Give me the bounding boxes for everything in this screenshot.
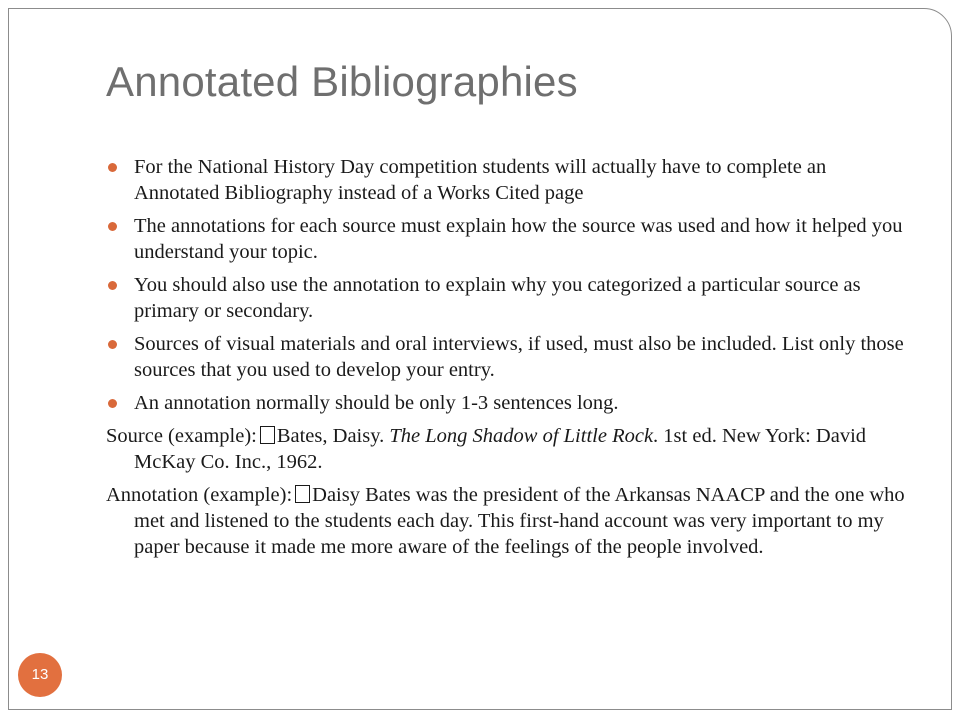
annotation-example-text: Daisy Bates was the president of the Arkansas NAACP and the one who met and listened to the students each day. This first-hand account was very important to my paper because it made me more aware of the feelings of the people involved.: [134, 484, 905, 558]
bullet-item: [106, 390, 906, 416]
bullet-item: [106, 213, 906, 265]
bullet-dot-icon: [108, 222, 117, 231]
bullet-text: The annotations for each source must explain how the source was used and how it helped you understand your topic.: [134, 215, 903, 263]
bullet-dot-icon: [108, 399, 117, 408]
bullet-item: [106, 272, 906, 324]
source-citation-author: Bates, Daisy.: [276, 425, 390, 447]
bullet-dot-icon: [108, 281, 117, 290]
missing-glyph-box-icon: [260, 426, 275, 444]
bullet-dot-icon: [108, 340, 117, 349]
missing-glyph-box-icon: [295, 485, 310, 503]
annotation-example-label: Annotation (example):: [106, 484, 293, 506]
bullet-text: An annotation normally should be only 1-3 sentences long.: [134, 392, 619, 414]
source-citation-title: The Long Shadow of Little Rock: [389, 425, 654, 447]
source-citation-publication: . 1st ed. New York: David McKay Co. Inc., 1962.: [134, 425, 867, 473]
source-example: [106, 423, 906, 475]
bullet-item: [106, 154, 906, 206]
bullet-text: You should also use the annotation to explain why you categorized a particular source as primary or secondary.: [134, 274, 861, 322]
bullet-text: Sources of visual materials and oral interviews, if used, must also be included. List only those sources that you used to develop your entry.: [134, 333, 904, 381]
page-number-badge: 13: [18, 653, 62, 697]
bullet-item: [106, 331, 906, 383]
bullet-dot-icon: [108, 163, 117, 172]
slide-body: [106, 154, 906, 567]
annotation-example: [106, 482, 906, 560]
source-example-label: Source (example):: [106, 425, 257, 447]
slide-title: Annotated Bibliographies: [106, 58, 578, 105]
bullet-text: For the National History Day competition students will actually have to complete an Annotated Bibliography instead of a Works Cited page: [134, 156, 827, 204]
